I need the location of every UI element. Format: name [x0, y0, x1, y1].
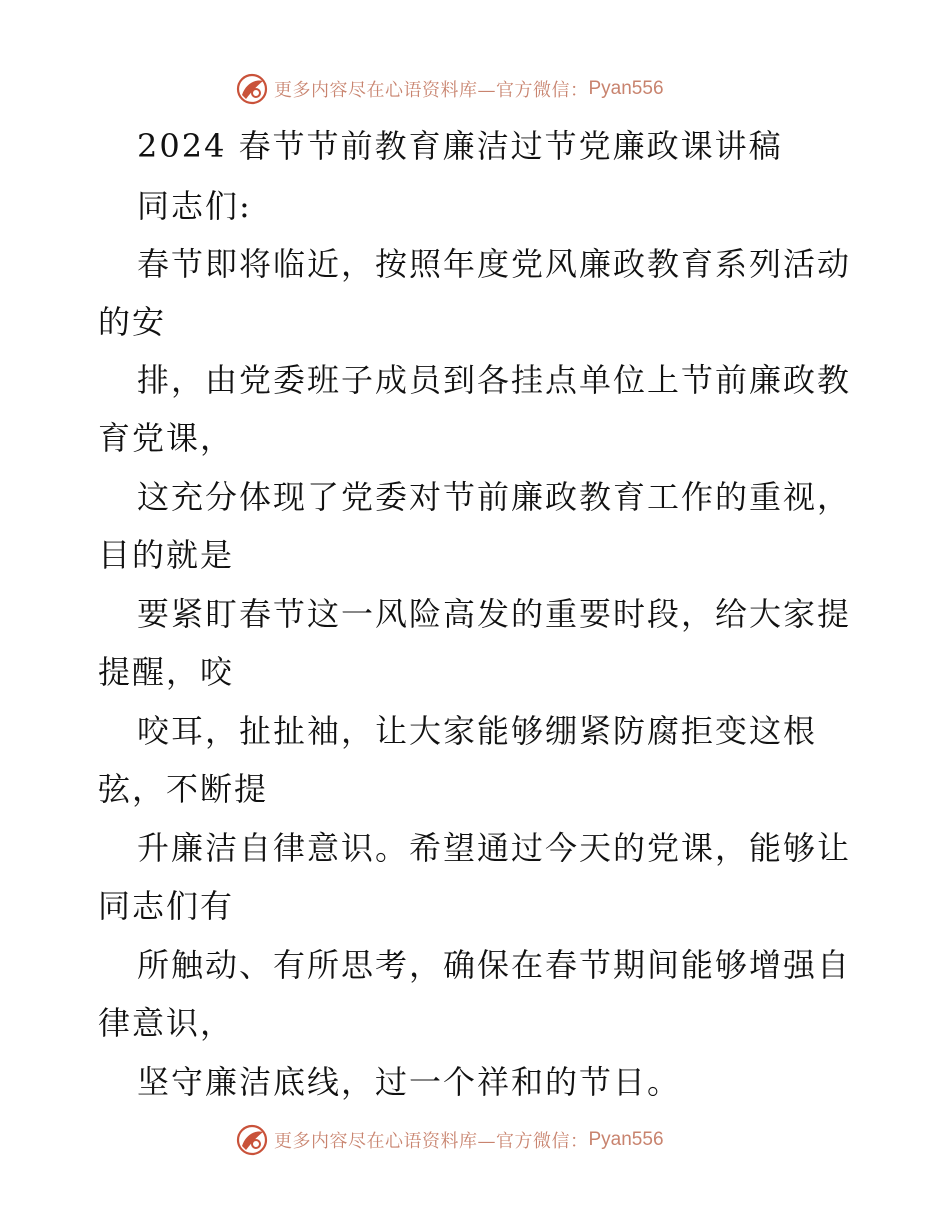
text-line: 春节即将临近，按照年度党风廉政教育系列活动 [137, 245, 852, 283]
text-line: 弦，不断提 [98, 770, 269, 808]
text-line: 同志们: [137, 187, 252, 225]
banner-text: 更多内容尽在心语资料库—官方微信： [274, 1131, 589, 1152]
text-line: 的安 [98, 303, 167, 341]
text-line: 目的就是 [98, 536, 235, 574]
text-line: 咬耳，扯扯袖，让大家能够绷紧防腐拒变这根 [137, 712, 818, 750]
text-line: 提醒，咬 [98, 653, 235, 691]
text-line: 育党课， [98, 419, 235, 457]
text-line: 这充分体现了党委对节前廉政教育工作的重视， [137, 478, 852, 516]
brand-logo-icon [236, 1124, 268, 1156]
text-line: 排，由党委班子成员到各挂点单位上节前廉政教 [137, 361, 852, 399]
banner-text: 更多内容尽在心语资料库—官方微信： [274, 80, 589, 101]
document-title: 2024 春节节前教育廉洁过节党廉政课讲稿 [137, 127, 783, 165]
text-line: 升廉洁自律意识。希望通过今天的党课，能够让 [137, 829, 852, 867]
text-line: 同志们有 [98, 887, 235, 925]
text-line: 所触动、有所思考，确保在春节期间能够增强自 [137, 946, 852, 984]
banner-wechat-id: Pyan556 [588, 1129, 664, 1150]
text-line: 坚守廉洁底线，过一个祥和的节日。 [137, 1063, 682, 1101]
footer-watermark-banner [236, 1123, 736, 1157]
text-line: 要紧盯春节这一风险高发的重要时段，给大家提 [137, 595, 852, 633]
banner-wechat-id: Pyan556 [588, 78, 664, 99]
text-line: 律意识， [98, 1004, 235, 1042]
